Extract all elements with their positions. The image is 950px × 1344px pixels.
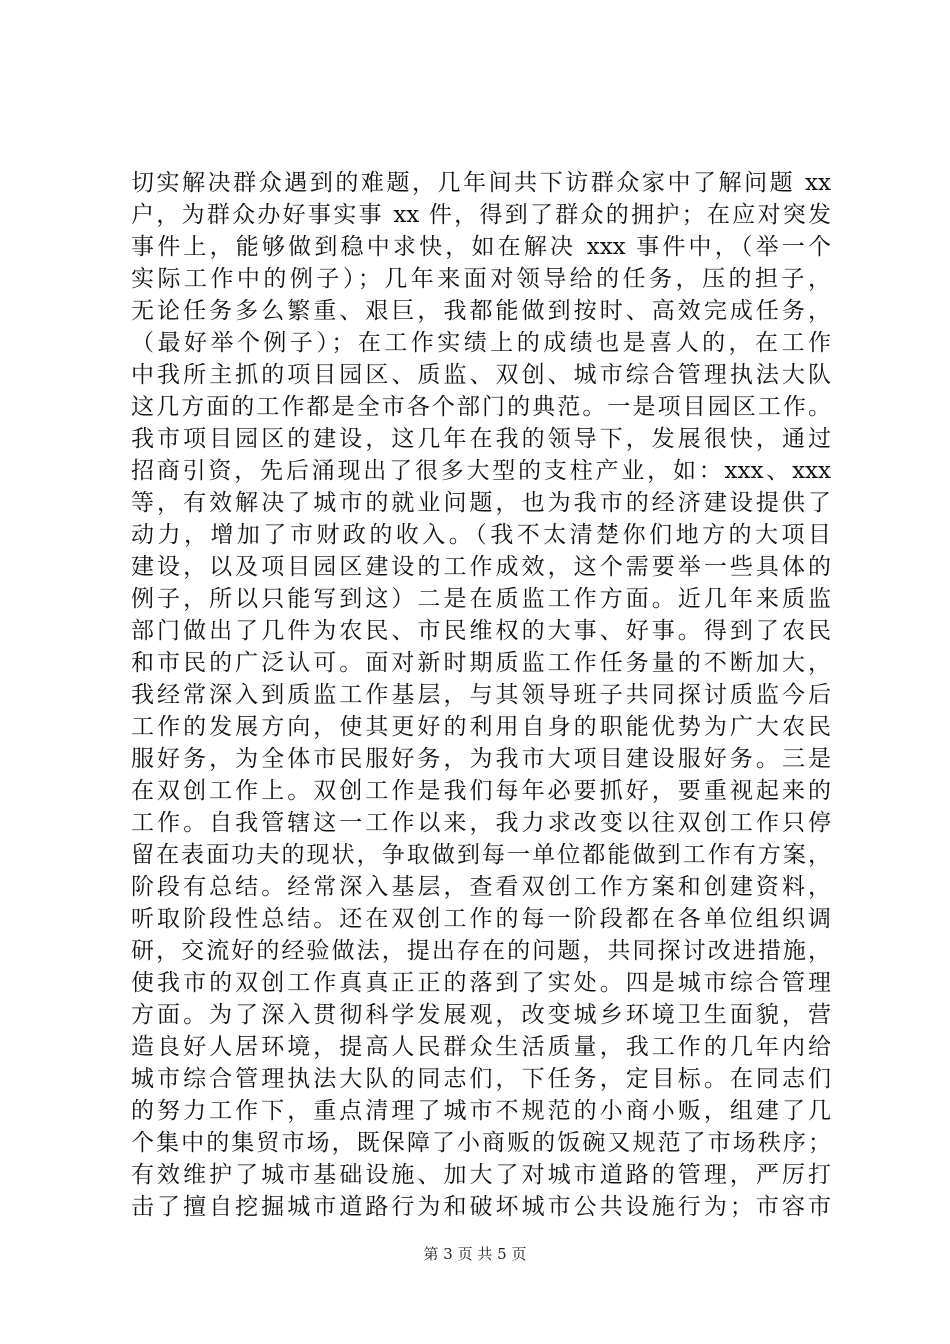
text-line: 例子，所以只能写到这）二是在质监工作方面。近几年来质监	[131, 586, 831, 612]
text-line: 使我市的双创工作真真正正的落到了实处。四是城市综合管理	[131, 970, 831, 996]
text-line: 户，为群众办好事实事 xx 件，得到了群众的拥护；在应对突发	[131, 202, 831, 228]
text-line: 方面。为了深入贯彻科学发展观，改变城乡环境卫生面貌，营	[131, 1002, 831, 1028]
text-line: 我经常深入到质监工作基层，与其领导班子共同探讨质监今后	[131, 682, 831, 708]
text-line: 工作的发展方向，使其更好的利用自身的职能优势为广大农民	[131, 714, 831, 740]
text-line: （最好举个例子）；在工作实绩上的成绩也是喜人的，在工作	[131, 330, 831, 356]
text-line: 部门做出了几件为农民、市民维权的大事、好事。得到了农民	[131, 618, 831, 644]
text-line: 实际工作中的例子）；几年来面对领导给的任务，压的担子，	[131, 266, 831, 292]
text-line: 阶段有总结。经常深入基层，查看双创工作方案和创建资料，	[131, 874, 831, 900]
text-line: 在双创工作上。双创工作是我们每年必要抓好，要重视起来的	[131, 778, 831, 804]
text-line: 和市民的广泛认可。面对新时期质监工作任务量的不断加大，	[131, 650, 831, 676]
text-line: 我市项目园区的建设，这几年在我的领导下，发展很快，通过	[131, 426, 831, 452]
text-line: 无论任务多么繁重、艰巨，我都能做到按时、高效完成任务，	[131, 298, 831, 324]
text-line: 城市综合管理执法大队的同志们，下任务，定目标。在同志们	[131, 1066, 831, 1092]
text-line: 这几方面的工作都是全市各个部门的典范。一是项目园区工作。	[131, 394, 831, 420]
text-line: 击了擅自挖掘城市道路行为和破坏城市公共设施行为；市容市	[131, 1194, 831, 1220]
text-line: 研，交流好的经验做法，提出存在的问题，共同探讨改进措施，	[131, 938, 831, 964]
text-line: 留在表面功夫的现状，争取做到每一单位都能做到工作有方案，	[131, 842, 831, 868]
text-line: 的努力工作下，重点清理了城市不规范的小商小贩，组建了几	[131, 1098, 831, 1124]
text-line: 个集中的集贸市场，既保障了小商贩的饭碗又规范了市场秩序；	[131, 1130, 831, 1156]
text-line: 中我所主抓的项目园区、质监、双创、城市综合管理执法大队	[131, 362, 831, 388]
text-line: 造良好人居环境，提高人民群众生活质量，我工作的几年内给	[131, 1034, 831, 1060]
text-line: 有效维护了城市基础设施、加大了对城市道路的管理，严厉打	[131, 1162, 831, 1188]
text-line: 切实解决群众遇到的难题，几年间共下访群众家中了解问题 xx	[131, 170, 831, 196]
text-line: 等，有效解决了城市的就业问题，也为我市的经济建设提供了	[131, 490, 831, 516]
text-line: 听取阶段性总结。还在双创工作的每一阶段都在各单位组织调	[131, 906, 831, 932]
text-line: 建设，以及项目园区建设的工作成效，这个需要举一些具体的	[131, 554, 831, 580]
text-line: 动力，增加了市财政的收入。（我不太清楚你们地方的大项目	[131, 522, 831, 548]
text-line: 招商引资，先后涌现出了很多大型的支柱产业，如：xxx、xxx	[131, 458, 831, 484]
text-line: 事件上，能够做到稳中求快，如在解决 xxx 事件中，（举一个	[131, 234, 831, 260]
text-line: 工作。自我管辖这一工作以来，我力求改变以往双创工作只停	[131, 810, 831, 836]
page-footer: 第 3 页 共 5 页	[423, 1245, 527, 1263]
body-text	[131, 167, 831, 1223]
text-line: 服好务，为全体市民服好务，为我市大项目建设服好务。三是	[131, 746, 831, 772]
